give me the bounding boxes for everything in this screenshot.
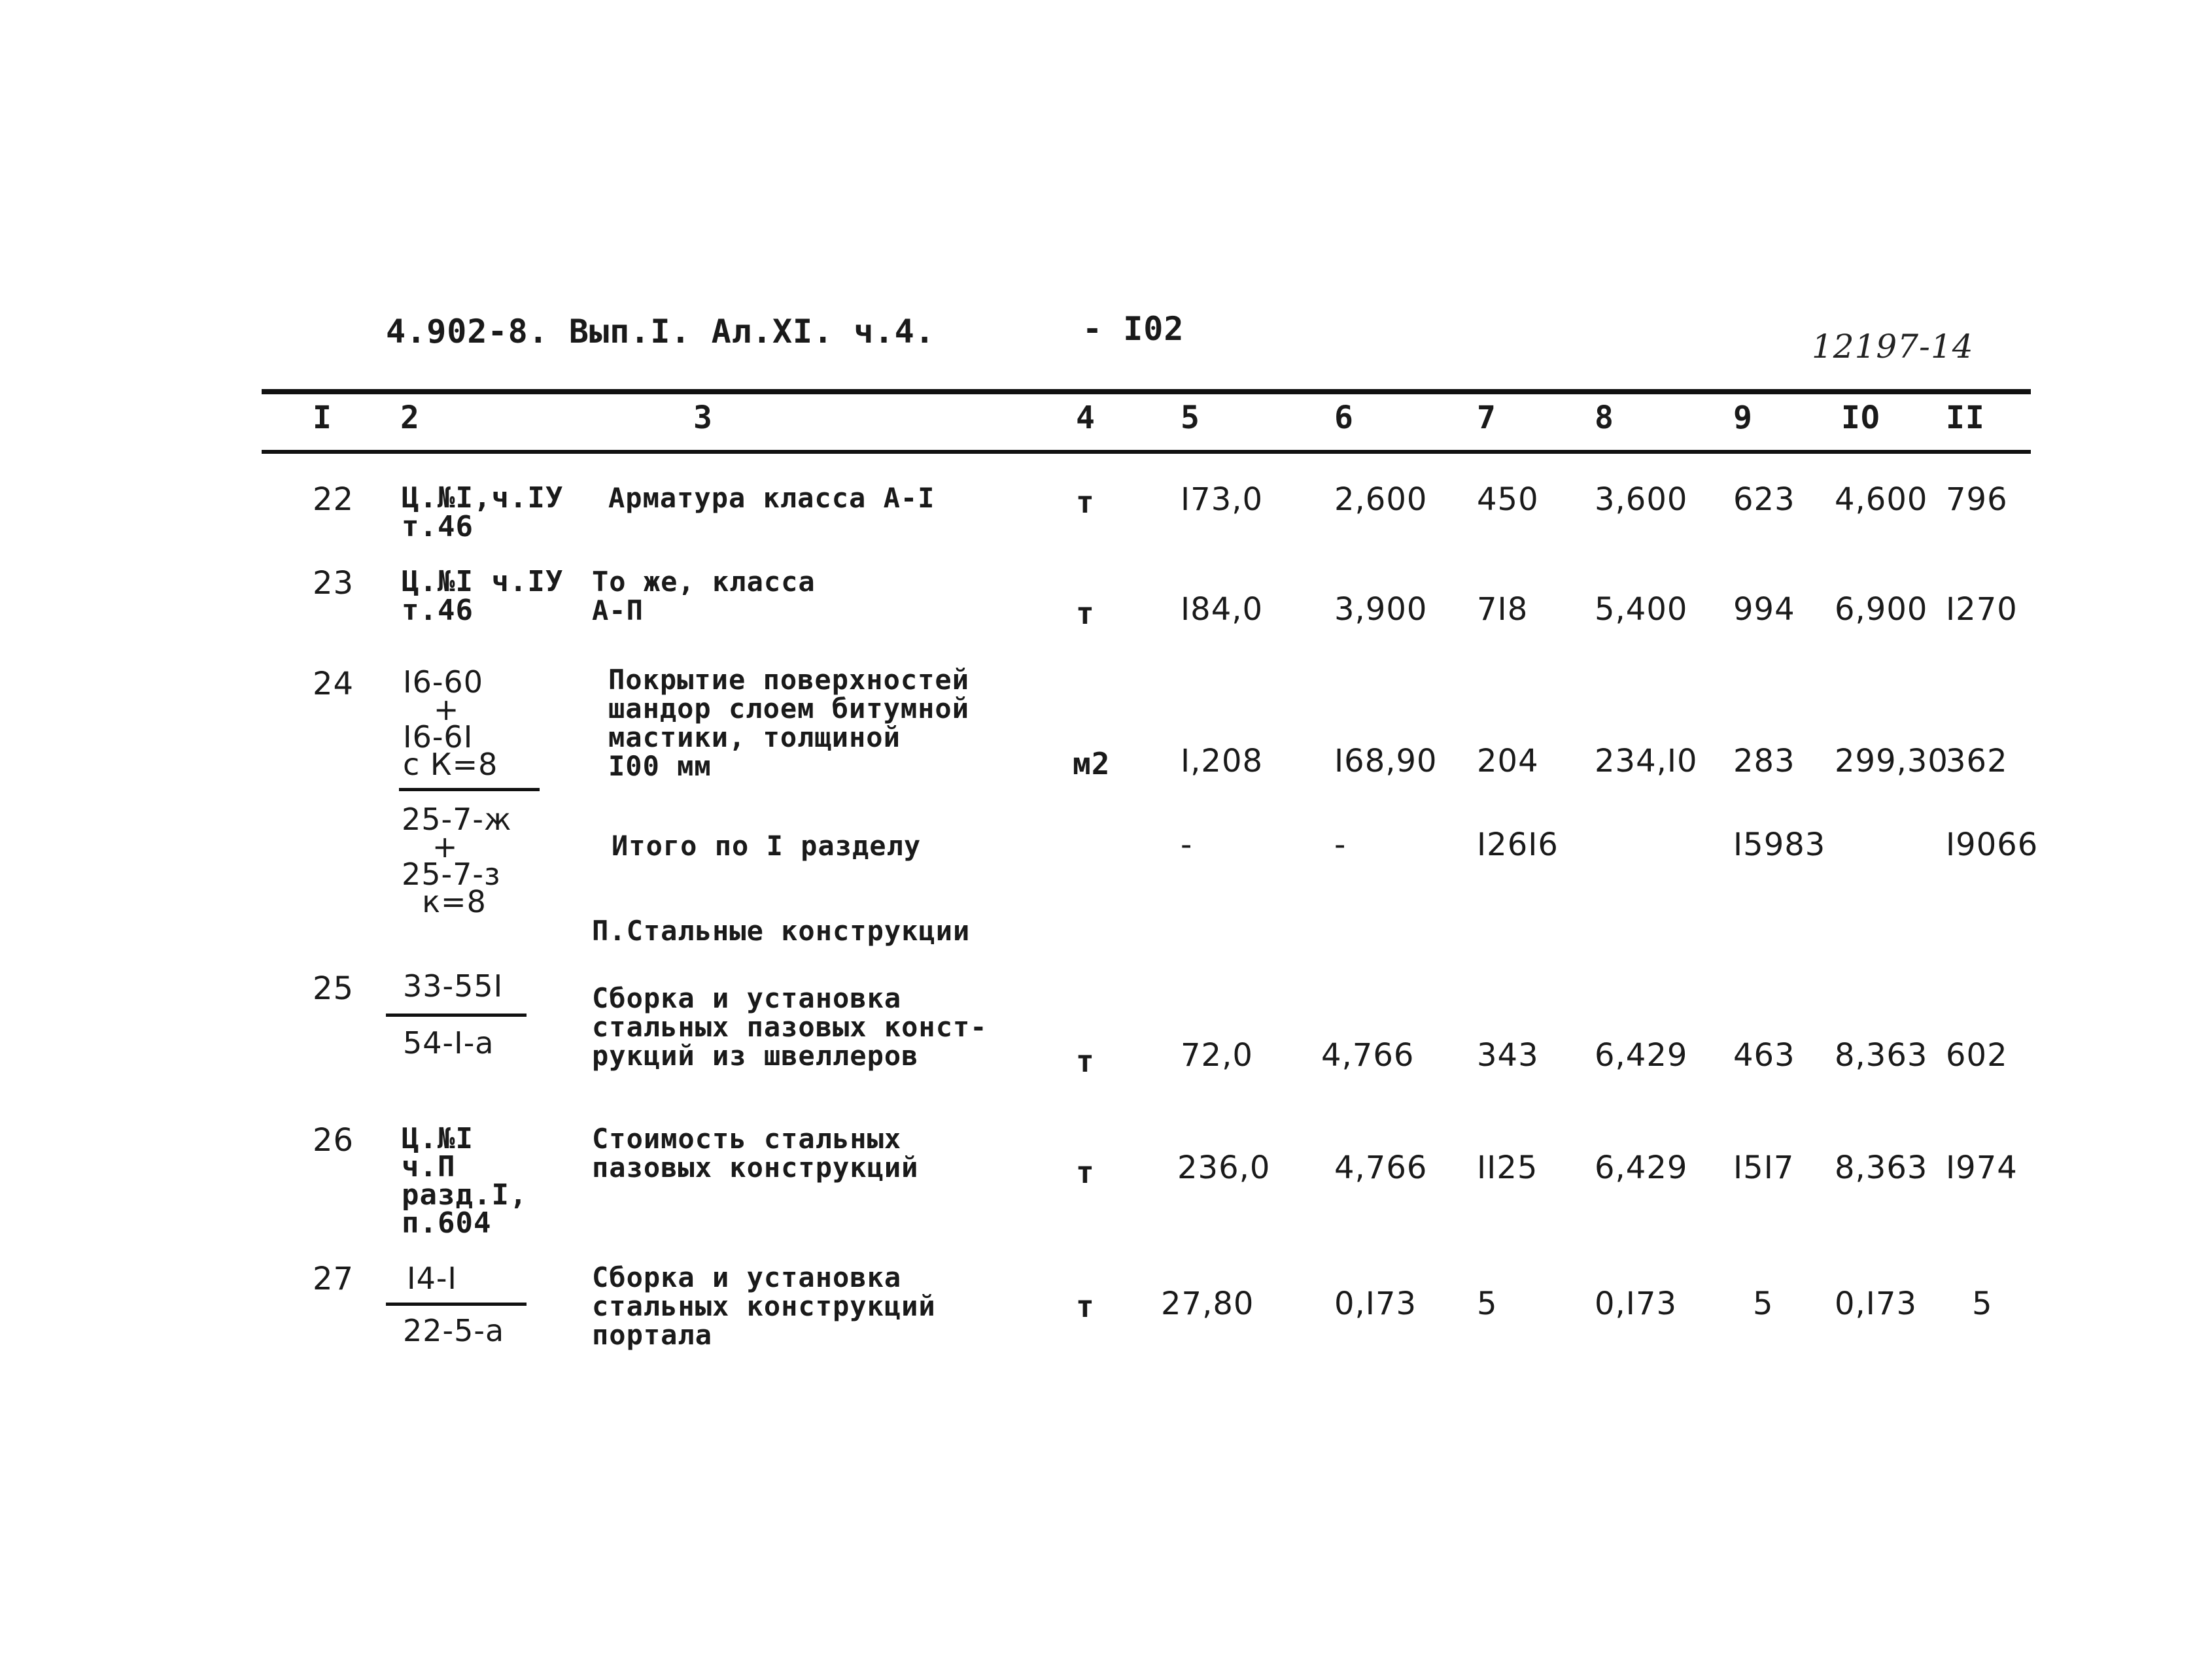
column-header: I: [313, 400, 332, 436]
column-header: 6: [1334, 400, 1354, 436]
work-description: То же, класса А-П: [592, 566, 816, 626]
cell-col5: 72,0: [1181, 1037, 1253, 1074]
unit: т: [1076, 596, 1095, 631]
cell-col8: 3,600: [1595, 481, 1688, 518]
cell-col5: 236,0: [1177, 1150, 1271, 1186]
unit: т: [1076, 1044, 1095, 1079]
cell-col10: 8,363: [1835, 1037, 1928, 1074]
unit: м2: [1073, 746, 1111, 781]
cell-col11: I974: [1946, 1150, 2018, 1186]
unit: т: [1076, 1289, 1095, 1324]
cell-col7: 450: [1477, 481, 1539, 518]
column-header: 7: [1477, 400, 1496, 436]
work-description: Арматура класса А-I: [608, 482, 935, 514]
price-code-denominator: 54-I-а: [403, 1025, 494, 1061]
column-header: II: [1946, 400, 1985, 436]
cell-col5: -: [1181, 826, 1193, 863]
cell-col6: 4,766: [1334, 1150, 1428, 1186]
cell-col11: 796: [1946, 481, 2008, 518]
row-number: 25: [313, 970, 354, 1007]
row-number: 22: [313, 481, 354, 518]
cell-col5: I,208: [1181, 743, 1264, 779]
column-header: IO: [1841, 400, 1880, 436]
cell-col9: 283: [1733, 743, 1795, 779]
subtotal-label: Итого по I разделу: [612, 830, 922, 862]
price-code-denominator: 22-5-а: [403, 1313, 505, 1348]
cell-col10: 299,30: [1835, 743, 1948, 779]
price-code-numerator: I4-I: [407, 1261, 457, 1296]
column-header: 8: [1595, 400, 1614, 436]
column-header: 4: [1076, 400, 1096, 436]
unit: т: [1076, 1155, 1095, 1190]
cell-col7: 7I8: [1477, 591, 1529, 628]
unit: т: [1076, 485, 1095, 520]
price-code-numerator: 33-55I: [403, 968, 504, 1004]
cell-col11: I270: [1946, 591, 2018, 628]
work-description: Покрытие поверхностей шандор слоем битумной мастики, толщиной I00 мм: [608, 664, 970, 782]
page-number: - I02: [1082, 310, 1184, 348]
price-code: Ц.№I,ч.IУ т.46: [402, 481, 564, 543]
cell-col9: I5I7: [1733, 1150, 1795, 1186]
cell-col6: 0,I73: [1334, 1286, 1417, 1322]
work-description: Сборка и установка стальных конструкций портала: [592, 1261, 936, 1351]
document-code: 4.902-8. Вып.I. Ал.XI. ч.4.: [386, 313, 935, 350]
cell-col11: I9066: [1946, 826, 2039, 863]
section-heading: П.Стальные конструкции: [592, 915, 971, 947]
cell-col9: 5: [1753, 1286, 1774, 1322]
cell-col6: 3,900: [1334, 591, 1428, 628]
cell-col5: 27,80: [1161, 1286, 1254, 1322]
price-code-denominator: 25-7-ж + 25-7-з к=8: [402, 802, 512, 919]
row-number: 23: [313, 565, 354, 602]
cell-col10: 0,I73: [1835, 1286, 1918, 1322]
work-description: Стоимость стальных пазовых конструкций: [592, 1123, 919, 1184]
cell-col10: 4,600: [1835, 481, 1928, 518]
cell-col9: 463: [1733, 1037, 1795, 1074]
cell-col11: 5: [1972, 1286, 1993, 1322]
cell-col11: 602: [1946, 1037, 2008, 1074]
work-description: Сборка и установка стальных пазовых конст- рукций из швеллеров: [592, 982, 988, 1072]
cell-col6: -: [1334, 826, 1347, 863]
cell-col7: 204: [1477, 743, 1539, 779]
cell-col8: 0,I73: [1595, 1286, 1678, 1322]
cell-col8: 6,429: [1595, 1037, 1688, 1074]
fraction-line: [386, 1014, 527, 1017]
cell-col7: I26I6: [1477, 826, 1559, 863]
cell-col5: I84,0: [1181, 591, 1264, 628]
fraction-line: [386, 1303, 527, 1306]
cell-col6: 4,766: [1321, 1037, 1415, 1074]
cell-col9: 994: [1733, 591, 1795, 628]
cell-col8: 234,I0: [1595, 743, 1698, 779]
price-code: Ц.№I ч.П разд.I, п.604: [402, 1122, 528, 1240]
cell-col6: 2,600: [1334, 481, 1428, 518]
table-top-rule: [262, 389, 2031, 394]
price-code-numerator: I6-60 + I6-6I с К=8: [403, 664, 498, 782]
cell-col8: 5,400: [1595, 591, 1688, 628]
header-bottom-rule: [262, 450, 2031, 454]
handwritten-reference: 12197-14: [1812, 328, 1974, 366]
column-header: 5: [1181, 400, 1200, 436]
cell-col5: I73,0: [1181, 481, 1264, 518]
cell-col7: II25: [1477, 1150, 1538, 1186]
row-number: 26: [313, 1122, 354, 1159]
cell-col7: 5: [1477, 1286, 1498, 1322]
cell-col9: I5983: [1733, 826, 1826, 863]
row-number: 27: [313, 1261, 354, 1297]
cell-col10: 8,363: [1835, 1150, 1928, 1186]
column-header: 2: [400, 400, 420, 436]
cell-col11: 362: [1946, 743, 2008, 779]
cell-col9: 623: [1733, 481, 1795, 518]
cell-col6: I68,90: [1334, 743, 1438, 779]
column-header: 3: [693, 400, 713, 436]
cell-col7: 343: [1477, 1037, 1539, 1074]
row-number: 24: [313, 666, 354, 702]
column-header: 9: [1733, 400, 1753, 436]
cell-col8: 6,429: [1595, 1150, 1688, 1186]
price-code: Ц.№I ч.IУ т.46: [402, 565, 564, 627]
cell-col10: 6,900: [1835, 591, 1928, 628]
fraction-line: [399, 788, 540, 791]
